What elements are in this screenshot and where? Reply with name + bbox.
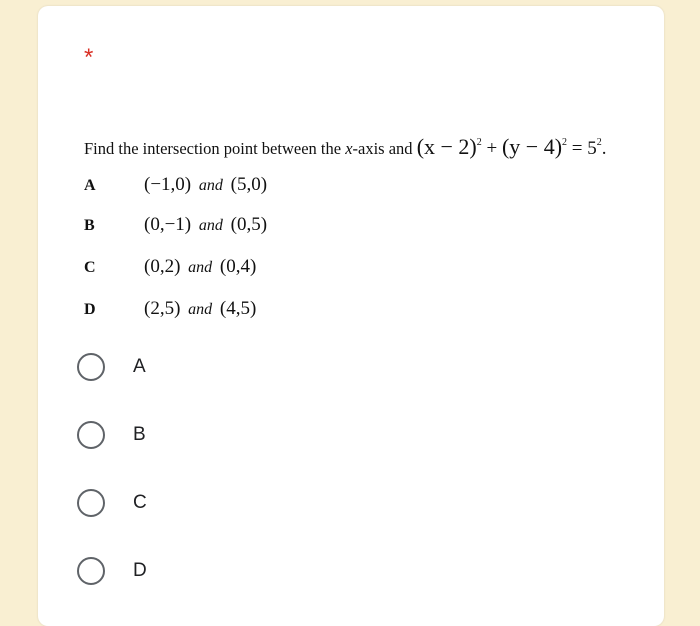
- radio-button[interactable]: [77, 489, 105, 517]
- question-text-middle: -axis and: [352, 139, 417, 158]
- radio-option-b[interactable]: [77, 421, 146, 449]
- choice-point-1: (0,−1): [144, 214, 192, 235]
- radio-label[interactable]: C: [133, 492, 147, 513]
- choice-letter: B: [84, 217, 95, 234]
- choice-text: [144, 256, 256, 278]
- equation-end: .: [601, 138, 607, 159]
- choice-and: and: [198, 177, 223, 194]
- radio-button[interactable]: [77, 421, 105, 449]
- choice-point-2: (4,5): [219, 298, 257, 319]
- radio-label[interactable]: A: [133, 356, 146, 377]
- required-asterisk: *: [84, 44, 94, 71]
- radio-option-c[interactable]: [77, 489, 147, 517]
- choice-point-2: (5,0): [230, 174, 268, 195]
- radio-option-a[interactable]: [77, 353, 146, 381]
- choice-row-d: [84, 298, 256, 320]
- question-text-before: Find the intersection point between the: [84, 139, 346, 158]
- choice-point-1: (0,2): [144, 256, 181, 277]
- equation-equals: = 5: [567, 138, 597, 159]
- equation-term1: (x − 2): [416, 134, 477, 159]
- choice-letter: D: [84, 301, 96, 318]
- choice-point-2: (0,4): [219, 256, 257, 277]
- equation-exp1: 2: [476, 137, 482, 148]
- question-text: [84, 134, 644, 160]
- radio-option-d[interactable]: [77, 557, 147, 585]
- choice-text: [144, 214, 267, 236]
- choice-text: [144, 298, 256, 320]
- choice-and: and: [198, 217, 223, 234]
- choice-row-b: [84, 214, 267, 236]
- equation-plus: +: [481, 138, 502, 159]
- choice-row-c: [84, 256, 256, 278]
- radio-label[interactable]: B: [133, 424, 146, 445]
- choice-letter: A: [84, 177, 96, 194]
- choice-text: [144, 174, 267, 196]
- choice-point-1: (−1,0): [144, 174, 192, 195]
- choice-and: and: [188, 259, 213, 276]
- equation-exp3: 2: [596, 137, 602, 148]
- choice-row-a: [84, 174, 267, 196]
- question-var-x: x: [345, 139, 353, 158]
- equation-term2: (y − 4): [501, 134, 563, 159]
- radio-label[interactable]: D: [133, 560, 147, 581]
- equation-exp2: 2: [562, 137, 568, 148]
- choice-and: and: [188, 301, 213, 318]
- choice-point-1: (2,5): [144, 298, 181, 319]
- equation: [416, 134, 607, 159]
- radio-button[interactable]: [77, 557, 105, 585]
- choice-point-2: (0,5): [230, 214, 268, 235]
- radio-button[interactable]: [77, 353, 105, 381]
- choice-letter: C: [84, 259, 96, 276]
